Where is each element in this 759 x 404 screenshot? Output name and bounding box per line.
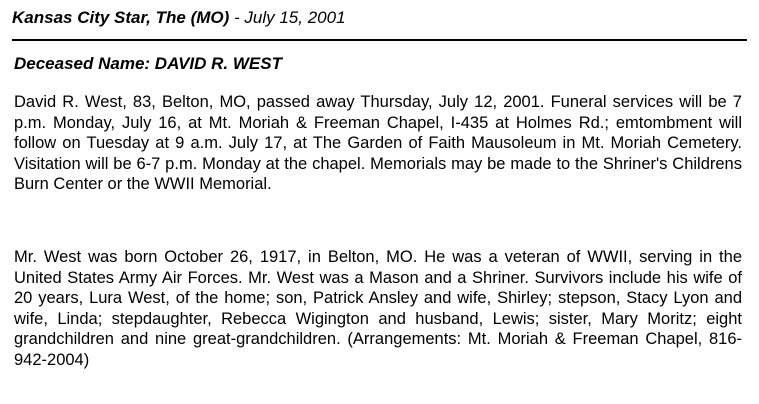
publication-name: Kansas City Star, The (MO): [12, 8, 230, 27]
publication-date: July 15, 2001: [244, 8, 346, 27]
deceased-name-heading: Deceased Name: DAVID R. WEST: [14, 54, 282, 73]
header-divider: [12, 39, 747, 41]
obituary-paragraph-2: Mr. West was born October 26, 1917, in Belton, MO. He was a veteran of WWII, serving in the United States Army Air Forces. Mr. West was a Mason and a Shriner. Survivors include his wife of 20 years, Lura West, of the home; son, Patrick Ansley and wife, Shirley; stepson, Stacy Lyon and wife, Linda; stepdaughter, Rebecca Wigington and husband, Lewis; sister, Mary Moritz; eight grandchildren and nine great-grandchildren. (Arrangements: Mt. Moriah & Freeman Chapel, 816-942-2004): [14, 248, 742, 369]
obituary-paragraph-1: David R. West, 83, Belton, MO, passed away Thursday, July 12, 2001. Funeral services will be 7 p.m. Monday, July 16, at Mt. Moriah & Freeman Chapel, I-435 at Holmes Rd.; emtombment will follow on Tuesday at 9 a.m. July 17, at The Garden of Faith Mausoleum in Mt. Moriah Cemetery. Visitation will be 6-7 p.m. Monday at the chapel. Memorials may be made to the Shriner's Childrens Burn Center or the WWII Memorial.: [14, 93, 742, 193]
publication-header: [12, 8, 346, 28]
header-separator: -: [229, 8, 245, 27]
